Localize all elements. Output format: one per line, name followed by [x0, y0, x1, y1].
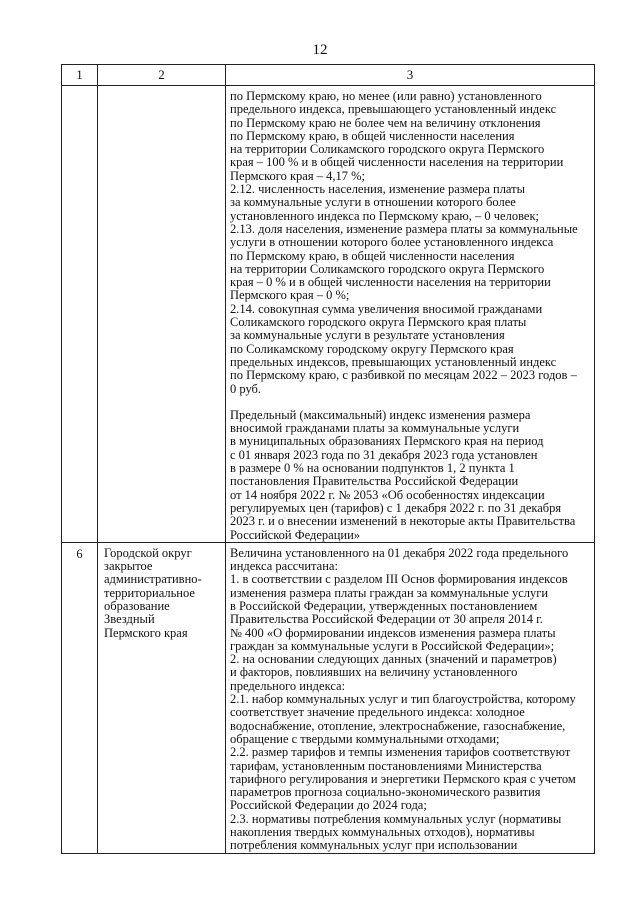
text-line: потребления коммунальных услуг при использовании — [230, 838, 518, 853]
text-line: 2. на основании следующих данных (значений и параметров) — [230, 652, 557, 667]
text-line: Пермского края – 4,17 %; — [230, 168, 365, 183]
text-line: накопления твердых коммунальных отходов), нормативы — [230, 825, 535, 840]
table-header-row — [62, 65, 595, 86]
text-line: вносимой гражданами платы за коммунальные услуги — [230, 421, 520, 436]
text-line: Пермского края — [104, 625, 188, 640]
text-line: изменения размера платы граждан за коммунальные услуги — [230, 585, 549, 600]
text-line: образование — [104, 598, 170, 613]
text-line: регулируемых цен (тарифов) с 1 декабря 2022 г. по 31 декабря — [230, 500, 562, 515]
description-text — [230, 547, 590, 853]
page-number: 12 — [312, 42, 328, 58]
text-line: 2.3. нормативы потребления коммунальных услуг (нормативы — [230, 811, 562, 826]
region-name — [104, 547, 222, 640]
text-line: параметров прогноза социально-экономического развития — [230, 785, 541, 800]
text-line: 2.13. доля населения, изменение размера платы за коммунальные — [230, 221, 578, 236]
text-line: тарифного регулирования и энергетики Пермского края с учетом — [230, 771, 576, 786]
text-line: в муниципальных образованиях Пермского края на период — [230, 434, 544, 449]
text-line: на территории Соликамского городского округа Пермского — [230, 142, 545, 157]
text-line: края – 100 % и в общей численности населения на территории — [230, 155, 564, 170]
column-header-1: 1 — [62, 65, 98, 86]
text-line: и факторов, повлиявших на величину установленного — [230, 665, 518, 680]
column-header-2: 2 — [98, 65, 226, 86]
text-line: Пермского края – 0 %; — [230, 288, 350, 303]
description-text — [230, 90, 590, 542]
text-line: соответствует значение предельного индекса: холодное — [230, 705, 525, 720]
text-line: по Соликамскому городскому округу Пермского края — [230, 341, 514, 356]
text-line: установленного индекса по Пермскому краю, – 0 человек; — [230, 208, 540, 223]
row-number-cell — [62, 86, 98, 543]
text-line: предельного индекса, превышающего установленный индекс — [230, 102, 557, 117]
text-line: от 14 ноября 2022 г. № 2053 «Об особенностях индексации — [230, 487, 545, 502]
text-line: 2.1. набор коммунальных услуг и тип благоустройства, которому — [230, 692, 576, 707]
text-line: Российской Федерации» — [230, 527, 361, 542]
text-line: закрытое — [104, 559, 153, 574]
text-line: Российской Федерации до 2024 года; — [230, 798, 427, 813]
description-cell — [226, 542, 595, 853]
text-line: 2.14. совокупная сумма увеличения вносимой гражданами — [230, 301, 543, 316]
table-row-continuation — [62, 86, 595, 543]
text-line: водоснабжение, отопление, электроснабжение, газоснабжение, — [230, 718, 566, 733]
text-line: Соликамского городского округа Пермского края платы — [230, 315, 527, 330]
text-line: № 400 «О формировании индексов изменения размера платы — [230, 625, 556, 640]
region-cell — [98, 542, 226, 853]
text-line: за коммунальные услуги в результате установления — [230, 328, 505, 343]
text-line: по Пермскому краю, в общей численности населения — [230, 248, 515, 263]
text-line: 2023 г. и о внесении изменений в некоторые акты Правительства — [230, 514, 576, 529]
text-line: по Пермскому краю, в общей численности населения — [230, 128, 515, 143]
description-cell — [226, 86, 595, 543]
text-line: Звездный — [104, 612, 155, 627]
document-table — [61, 64, 595, 854]
text-line: обращение с твердыми коммунальными отходами; — [230, 731, 500, 746]
text-line: индекса рассчитана: — [230, 559, 338, 574]
region-cell — [98, 86, 226, 543]
text-line: постановления Правительства Российской Федерации — [230, 474, 519, 489]
text-line: Городской округ — [104, 545, 192, 560]
text-line: услуги в отношении которого более установленного индекса — [230, 235, 554, 250]
text-line: предельного индекса: — [230, 678, 346, 693]
text-line: по Пермскому краю не более чем на величину отклонения — [230, 115, 541, 130]
text-line: за коммунальные услуги в отношении которого более — [230, 195, 516, 210]
text-line: с 01 января 2023 года по 31 декабря 2023 года установлен — [230, 447, 538, 462]
text-line: граждан за коммунальные услуги в Российской Федерации»; — [230, 638, 555, 653]
text-line: предельных индексов, превышающих установленный индекс — [230, 354, 557, 369]
text-line: тарифам, установленным постановлениями Министерства — [230, 758, 542, 773]
text-line: края – 0 % и в общей численности населения на территории — [230, 275, 551, 290]
column-header-3: 3 — [226, 65, 595, 86]
row-number-cell: 6 — [62, 542, 98, 853]
text-line: Величина установленного на 01 декабря 2022 года предельного — [230, 545, 569, 560]
text-line: 2.2. размер тарифов и темпы изменения тарифов соответствуют — [230, 745, 571, 760]
text-line: административно- — [104, 572, 202, 587]
table-row-6 — [62, 542, 595, 853]
text-line: 0 руб. — [230, 381, 262, 396]
text-line: по Пермскому краю, с разбивкой по месяцам 2022 – 2023 годов – — [230, 368, 577, 383]
text-line: 1. в соответствии с разделом III Основ формирования индексов — [230, 572, 568, 587]
text-line: в Российской Федерации, утвержденных постановлением — [230, 598, 538, 613]
text-line: территориальное — [104, 585, 195, 600]
text-line: Правительства Российской Федерации от 30 апреля 2014 г. — [230, 612, 543, 627]
text-line: Предельный (максимальный) индекс изменения размера — [230, 407, 531, 422]
text-line: по Пермскому краю, но менее (или равно) установленного — [230, 89, 542, 103]
text-line: 2.12. численность населения, изменение размера платы — [230, 182, 526, 197]
text-line: в размере 0 % на основании подпунктов 1, 2 пункта 1 — [230, 461, 515, 476]
text-line — [230, 396, 590, 409]
text-line: на территории Соликамского городского округа Пермского — [230, 261, 545, 276]
